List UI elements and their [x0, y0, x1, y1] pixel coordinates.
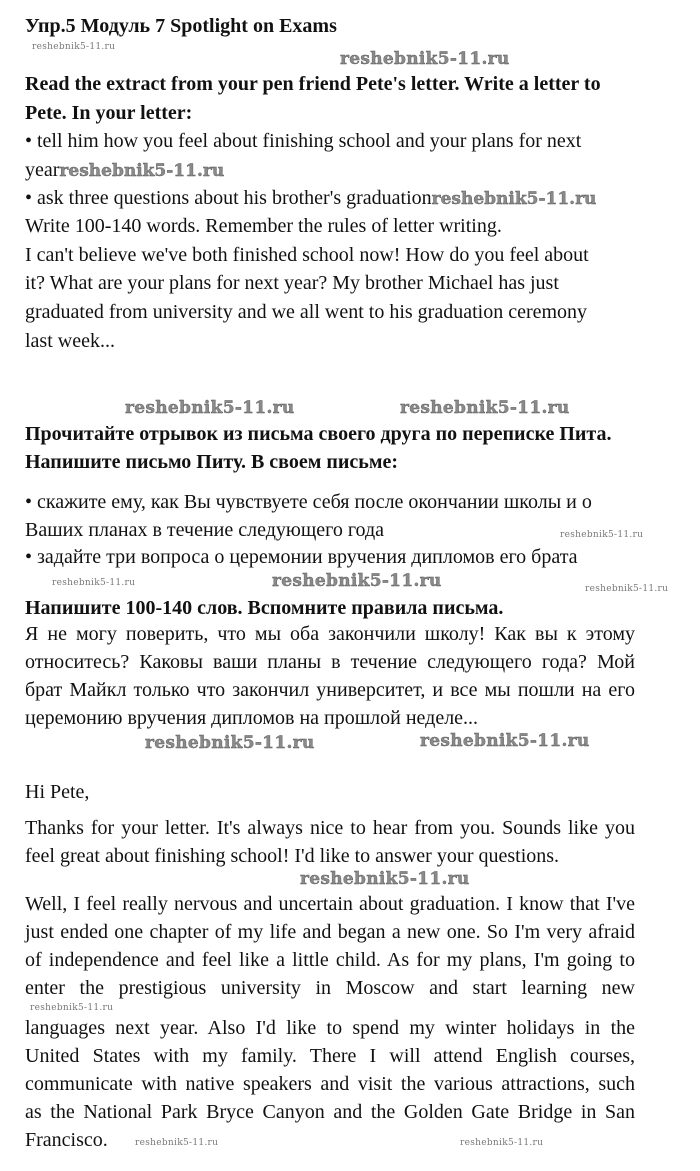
task-line-text: • ask three questions about his brother's graduation [25, 187, 432, 209]
watermark: reshebnik5-11.ru [272, 571, 442, 591]
watermark: reshebnik5-11.ru [32, 42, 116, 52]
task-line: Напишите письмо Питу. В своем письме: [25, 451, 398, 473]
extract-line: I can't believe we've both finished school now! How do you feel about [25, 244, 589, 266]
watermark: reshebnik5-11.ru [59, 161, 225, 181]
letter-line: feel great about finishing school! I'd like to answer your questions. [25, 845, 560, 867]
watermark: reshebnik5-11.ru [340, 49, 510, 69]
watermark: reshebnik5-11.ru [585, 584, 669, 594]
task-line: • задайте три вопроса о церемонии вручения дипломов его брата [25, 546, 578, 568]
watermark: reshebnik5-11.ru [400, 398, 570, 418]
task-line: Напишите 100-140 слов. Вспомните правила письма. [25, 597, 504, 619]
letter-line: Well, I feel really nervous and uncertain about graduation. I know that I've [25, 893, 635, 915]
watermark: reshebnik5-11.ru [431, 189, 597, 209]
extract-line: graduated from university and we all went to his graduation ceremony [25, 301, 588, 323]
watermark: reshebnik5-11.ru [135, 1138, 219, 1148]
task-line: Прочитайте отрывок из письма своего друга по переписке Пита. [25, 423, 612, 445]
watermark: reshebnik5-11.ru [420, 731, 590, 751]
watermark: reshebnik5-11.ru [300, 869, 470, 889]
letter-greeting: Hi Pete, [25, 781, 90, 803]
extract-line: церемонию вручения дипломов на прошлой неделе... [25, 707, 479, 729]
letter-line: Thanks for your letter. It's always nice to hear from you. Sounds like you [25, 817, 635, 839]
letter-line: as the National Park Bryce Canyon and the Golden Gate Bridge in San [25, 1101, 635, 1123]
task-line: Ваших планах в течение следующего года [25, 519, 384, 541]
page-title: Упр.5 Модуль 7 Spotlight on Exams [25, 15, 337, 37]
watermark: reshebnik5-11.ru [30, 1003, 114, 1013]
letter-line: United States with my family. There I will attend English courses, [25, 1045, 635, 1067]
watermark: reshebnik5-11.ru [460, 1138, 544, 1148]
letter-line: languages next year. Also I'd like to spend my winter holidays in the [25, 1017, 635, 1039]
watermark: reshebnik5-11.ru [145, 733, 315, 753]
extract-line: относитесь? Каковы ваши планы в течение следующего года? Мой [25, 651, 635, 673]
task-line-text: year [25, 159, 60, 181]
letter-line: enter the prestigious university in Moscow and start learning new [25, 977, 635, 999]
extract-line: last week... [25, 330, 115, 352]
watermark: reshebnik5-11.ru [52, 578, 136, 588]
extract-line: брат Майкл только что закончил университет, и все мы пошли на его [25, 679, 635, 701]
task-line: • скажите ему, как Вы чувствуете себя после окончании школы и о [25, 491, 592, 513]
task-line [25, 186, 596, 210]
letter-line: Francisco. [25, 1129, 108, 1151]
letter-line: just ended one chapter of my life and began a new one. So I'm very afraid [25, 921, 635, 943]
task-line: • tell him how you feel about finishing school and your plans for next [25, 130, 582, 152]
task-line: Read the extract from your pen friend Pete's letter. Write a letter to [25, 73, 601, 95]
extract-line: Я не могу поверить, что мы оба закончили школу! Как вы к этому [25, 623, 635, 645]
watermark: reshebnik5-11.ru [560, 530, 644, 540]
task-line [25, 158, 224, 182]
watermark: reshebnik5-11.ru [125, 398, 295, 418]
letter-line: of independence and feel like a little child. As for my plans, I'm going to [25, 949, 635, 971]
extract-line: it? What are your plans for next year? My brother Michael has just [25, 272, 559, 294]
letter-line: communicate with native speakers and visit the various attractions, such [25, 1073, 635, 1095]
task-line: Pete. In your letter: [25, 102, 193, 124]
task-line: Write 100-140 words. Remember the rules of letter writing. [25, 215, 502, 237]
